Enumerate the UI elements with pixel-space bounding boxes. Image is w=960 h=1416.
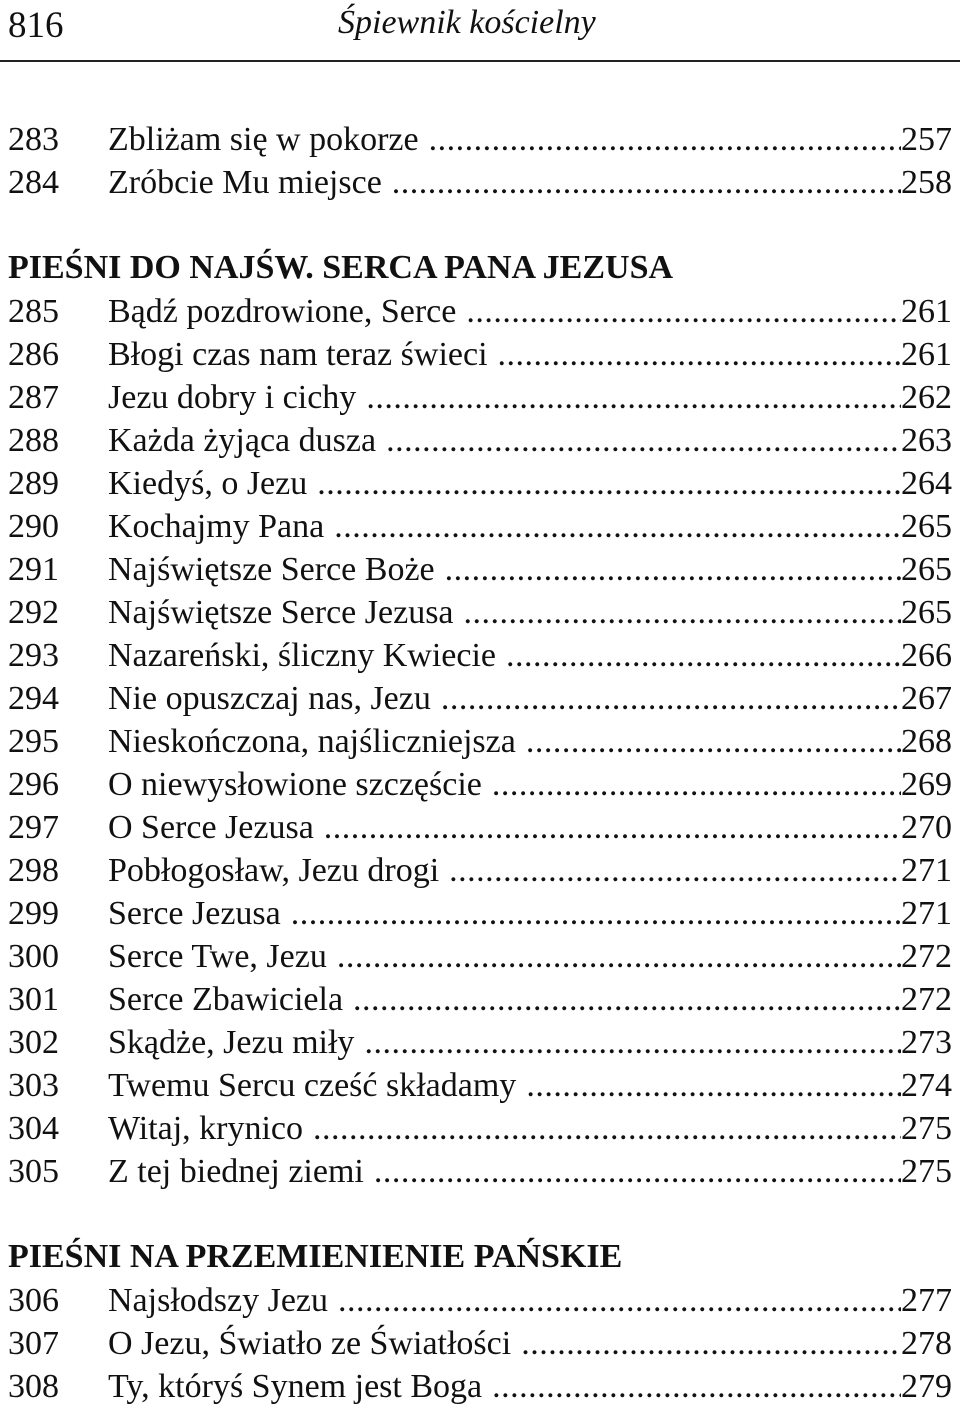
page-reference: 272: [901, 981, 952, 1018]
song-number: 296: [8, 766, 59, 803]
toc-entry: [8, 849, 952, 892]
page-reference: 267: [901, 680, 952, 717]
song-title: Witaj, krynico: [108, 1110, 304, 1147]
section-heading: PIEŚNI DO NAJŚW. SERCA PANA JEZUSA: [8, 249, 674, 286]
song-title: Serce Twe, Jezu: [108, 938, 327, 975]
toc-entry: [8, 806, 952, 849]
song-title: Pobłogosław, Jezu drogi: [108, 852, 440, 889]
page-reference: 275: [901, 1153, 952, 1190]
dot-leader: [445, 548, 901, 591]
running-title: Śpiewnik kościelny: [338, 4, 596, 41]
song-title: Z tej biednej ziemi: [108, 1153, 364, 1190]
toc-entry: [8, 591, 952, 634]
page-reference: 258: [901, 164, 952, 201]
page-reference: 270: [901, 809, 952, 846]
song-number: 287: [8, 379, 59, 416]
song-number: 289: [8, 465, 59, 502]
song-title: Najsłodszy Jezu: [108, 1282, 329, 1319]
toc-entry: [8, 1107, 952, 1150]
page-number: 816: [8, 5, 64, 46]
dot-leader: [366, 376, 901, 419]
page-reference: 261: [901, 336, 952, 373]
song-number: 290: [8, 508, 59, 545]
song-title: Każda żyjąca dusza: [108, 422, 377, 459]
toc-entry: [8, 892, 952, 935]
toc-entry: [8, 505, 952, 548]
dot-leader: [449, 849, 901, 892]
song-number: 306: [8, 1282, 59, 1319]
dot-leader: [324, 806, 901, 849]
dot-leader: [492, 1365, 901, 1408]
toc-entry: [8, 634, 952, 677]
song-number: 305: [8, 1153, 59, 1190]
toc-entry: [8, 1279, 952, 1322]
song-title: Zróbcie Mu miejsce: [108, 164, 382, 201]
song-number: 298: [8, 852, 59, 889]
toc-entry: [8, 1021, 952, 1064]
toc-entry: [8, 118, 952, 161]
section-heading: PIEŚNI NA PRZEMIENIENIE PAŃSKIE: [8, 1238, 623, 1275]
dot-leader: [313, 1107, 901, 1150]
page-reference: 265: [901, 594, 952, 631]
song-title: Nieskończona, najśliczniejsza: [108, 723, 516, 760]
toc-entry: [8, 333, 952, 376]
page-reference: 265: [901, 508, 952, 545]
page-reference: 262: [901, 379, 952, 416]
song-title: Serce Zbawiciela: [108, 981, 344, 1018]
page-reference: 261: [901, 293, 952, 330]
page-reference: 265: [901, 551, 952, 588]
song-title: Najświętsze Serce Boże: [108, 551, 435, 588]
dot-leader: [441, 677, 901, 720]
song-number: 299: [8, 895, 59, 932]
toc-entry: [8, 548, 952, 591]
song-title: Nazareński, śliczny Kwiecie: [108, 637, 496, 674]
page-reference: 279: [901, 1368, 952, 1405]
dot-leader: [353, 978, 901, 1021]
dot-leader: [506, 634, 901, 677]
section-spacer: [8, 204, 952, 246]
song-number: 284: [8, 164, 59, 201]
page-reference: 257: [901, 121, 952, 158]
toc-entry: [8, 935, 952, 978]
song-number: 295: [8, 723, 59, 760]
song-title: Ty, któryś Synem jest Boga: [108, 1368, 483, 1405]
page-reference: 273: [901, 1024, 952, 1061]
song-number: 292: [8, 594, 59, 631]
song-title: O Jezu, Światło ze Światłości: [108, 1325, 512, 1362]
dot-leader: [334, 505, 901, 548]
toc-entry: [8, 1150, 952, 1193]
dot-leader: [338, 1279, 901, 1322]
page-reference: 277: [901, 1282, 952, 1319]
song-number: 285: [8, 293, 59, 330]
dot-leader: [317, 462, 901, 505]
song-number: 303: [8, 1067, 59, 1104]
song-title: Zbliżam się w pokorze: [108, 121, 419, 158]
song-title: O niewysłowione szczęście: [108, 766, 482, 803]
page-reference: 278: [901, 1325, 952, 1362]
song-title: Serce Jezusa: [108, 895, 281, 932]
dot-leader: [492, 763, 901, 806]
song-number: 304: [8, 1110, 59, 1147]
dot-leader: [498, 333, 901, 376]
page-reference: 271: [901, 895, 952, 932]
song-number: 291: [8, 551, 59, 588]
song-number: 293: [8, 637, 59, 674]
song-number: 307: [8, 1325, 59, 1362]
song-number: 283: [8, 121, 59, 158]
song-number: 286: [8, 336, 59, 373]
dot-leader: [466, 290, 901, 333]
dot-leader: [291, 892, 901, 935]
dot-leader: [526, 720, 901, 763]
toc-entry: [8, 1322, 952, 1365]
song-title: Skądże, Jezu miły: [108, 1024, 355, 1061]
song-number: 308: [8, 1368, 59, 1405]
dot-leader: [386, 419, 901, 462]
toc-entry: [8, 763, 952, 806]
dot-leader: [521, 1322, 901, 1365]
table-of-contents: [8, 118, 952, 1408]
section-spacer: [8, 1193, 952, 1235]
song-number: 300: [8, 938, 59, 975]
toc-entry: [8, 376, 952, 419]
dot-leader: [392, 161, 901, 204]
dot-leader: [464, 591, 901, 634]
toc-entry: [8, 1064, 952, 1107]
toc-entry: [8, 978, 952, 1021]
page-reference: 275: [901, 1110, 952, 1147]
page-header: [0, 0, 960, 62]
toc-entry: [8, 1365, 952, 1408]
toc-entry: [8, 161, 952, 204]
toc-entry: [8, 290, 952, 333]
song-number: 294: [8, 680, 59, 717]
song-number: 302: [8, 1024, 59, 1061]
dot-leader: [429, 118, 901, 161]
song-number: 297: [8, 809, 59, 846]
song-title: Błogi czas nam teraz świeci: [108, 336, 488, 373]
song-number: 301: [8, 981, 59, 1018]
song-title: Jezu dobry i cichy: [108, 379, 357, 416]
toc-entry: [8, 720, 952, 763]
dot-leader: [337, 935, 901, 978]
toc-entry: [8, 419, 952, 462]
page-reference: 272: [901, 938, 952, 975]
song-title: Twemu Sercu cześć składamy: [108, 1067, 517, 1104]
page-reference: 268: [901, 723, 952, 760]
page-reference: 271: [901, 852, 952, 889]
toc-entry: [8, 677, 952, 720]
dot-leader: [364, 1021, 901, 1064]
dot-leader: [374, 1150, 901, 1193]
song-title: Najświętsze Serce Jezusa: [108, 594, 454, 631]
song-title: Nie opuszczaj nas, Jezu: [108, 680, 431, 717]
page-reference: 264: [901, 465, 952, 502]
page-reference: 274: [901, 1067, 952, 1104]
song-number: 288: [8, 422, 59, 459]
song-title: Kochajmy Pana: [108, 508, 325, 545]
song-title: O Serce Jezusa: [108, 809, 314, 846]
page-reference: 266: [901, 637, 952, 674]
song-title: Kiedyś, o Jezu: [108, 465, 308, 502]
toc-entry: [8, 462, 952, 505]
page-reference: 269: [901, 766, 952, 803]
dot-leader: [526, 1064, 901, 1107]
song-title: Bądź pozdrowione, Serce: [108, 293, 457, 330]
page-reference: 263: [901, 422, 952, 459]
